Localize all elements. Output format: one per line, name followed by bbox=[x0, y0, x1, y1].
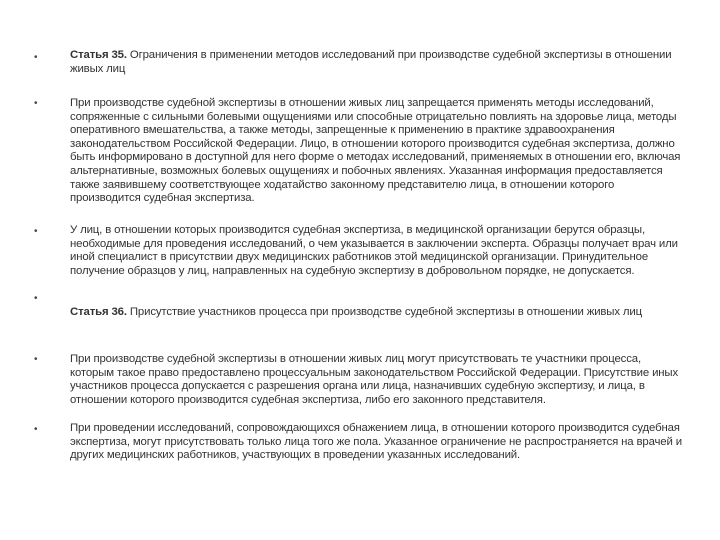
article-35-title: Ограничения в применении методов исследований при производстве судебной экспертизы в отношении живых лиц bbox=[70, 49, 672, 75]
article-36-paragraph-1: При производстве судебной экспертизы в отношении живых лиц могут присутствовать те участники процесса, которым такое право предоставлено процессуальным законодательством Российской Федерации. Присутствие иных участников процесса допускается с разрешения органа или лица, назначивших судебную экспертизу, и лица, в отношении которого производится судебная экспертиза, либо его законного представителя. bbox=[70, 353, 679, 406]
article-36-title: Присутствие участников процесса при производстве судебной экспертизы в отношении живых лиц bbox=[126, 306, 642, 318]
article-35-paragraph-2: У лиц, в отношении которых производится судебная экспертиза, в медицинской организации берутся образцы, необходимые для проведения исследований, о чем указывается в заключении эксперта. Образцы получает врач или иной специалист в присутствии двух медицинских работников этой медицинской организации. Принудительное получение образцов у лиц, направленных на судебную экспертизу в добровольном порядке, не допускается. bbox=[70, 224, 678, 277]
article-36-number: Статья 36. bbox=[70, 306, 127, 318]
article-35-number: Статья 35. bbox=[70, 49, 127, 61]
article-35-heading bbox=[70, 49, 682, 76]
bullet-marker: • bbox=[34, 52, 38, 63]
article-36-paragraph-2: При проведении исследований, сопровождающихся обнажением лица, в отношении которого производится судебная экспертиза, могут присутствовать только лица того же пола. Указанное ограничение не распространяется на врачей и других медицинских работников, участвующих в проведении указанных исследований. bbox=[70, 422, 682, 462]
bullet-marker: • bbox=[34, 293, 38, 304]
article-36-heading bbox=[70, 306, 682, 320]
bullet-marker: • bbox=[34, 354, 38, 365]
article-35-paragraph-1: При производстве судебной экспертизы в отношении живых лиц запрещается применять методы исследований, сопряженные с сильными болевыми ощущениями или способные отрицательно повлиять на здоровье лица, методы оперативного вмешательства, а также методы, запрещенные к применению в практике здравоохранения законодательством Российской Федерации. Лицо, в отношении которого производится судебная экспертиза, должно быть информировано в доступной для него форме о методах исследований, применяемых в отношении его, включая альтернативные, возможных болевых ощущениях и побочных явлениях. Указанная информация предоставляется также заявившему соответствующее ходатайство законному представителю лица, в отношении которого производится судебная экспертиза. bbox=[70, 97, 681, 205]
bullet-marker: • bbox=[34, 226, 38, 237]
bullet-marker: • bbox=[34, 98, 38, 109]
bullet-marker: • bbox=[34, 424, 38, 435]
